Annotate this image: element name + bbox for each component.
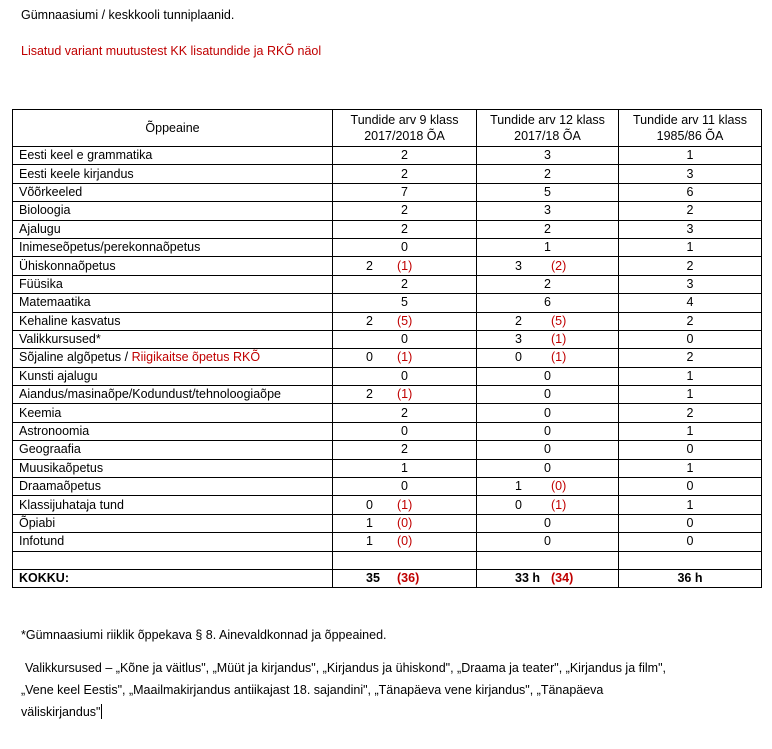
cell-c3: 2 — [619, 257, 762, 275]
table-row — [13, 386, 762, 404]
cell-c1: 0 — [333, 367, 477, 385]
cell-value: 2 — [366, 313, 373, 328]
cell-subject: Infotund — [13, 533, 333, 551]
cell-c1 — [333, 496, 477, 514]
cell-c3: 2 — [619, 312, 762, 330]
cell-c3: 0 — [619, 330, 762, 348]
table-row — [13, 533, 762, 551]
cell-additional-hours: (36) — [397, 571, 420, 586]
cell-c3: 1 — [619, 147, 762, 165]
electives-line-1: Valikkursused – „Kõne ja väitlus", „Müüt ja kirjandus", „Kirjandus ja ühiskond", „Draama ja teater", „Kirjandus ja film", — [25, 661, 666, 675]
cell-c1 — [333, 349, 477, 367]
header-col-11-klass: Tundide arv 11 klass 1985/86 ÕA — [619, 110, 762, 147]
cell-c1: 0 — [333, 478, 477, 496]
cell-subject: Matemaatika — [13, 294, 333, 312]
cell-c3: 2 — [619, 404, 762, 422]
cell-c2: 3 — [477, 202, 619, 220]
electives-line-2: „Vene keel Eestis", „Maailmakirjandus antiikajast 18. sajandini", „Tänapäeva vene kirjandus", „Tänapäeva — [21, 683, 604, 697]
table-row — [13, 496, 762, 514]
cell-subject: Keemia — [13, 404, 333, 422]
cell-c2: 2 — [477, 165, 619, 183]
cell-c3: 1 — [619, 367, 762, 385]
cell-c3: 1 — [619, 422, 762, 440]
cell-c1: 2 — [333, 202, 477, 220]
cell-c2: 2 — [477, 275, 619, 293]
cell-subject: Klassijuhataja tund — [13, 496, 333, 514]
table-row — [13, 165, 762, 183]
cell-subject: Inimeseõpetus/perekonnaõpetus — [13, 238, 333, 256]
cell-c3: 2 — [619, 202, 762, 220]
cell-subject: Ajalugu — [13, 220, 333, 238]
table-row — [13, 514, 762, 532]
cell-c1: 2 — [333, 220, 477, 238]
cell-c1: 2 — [333, 147, 477, 165]
cell-subject: Kehaline kasvatus — [13, 312, 333, 330]
cell-c3: 0 — [619, 478, 762, 496]
cell-c2 — [477, 496, 619, 514]
document-title: Gümnaasiumi / keskkooli tunniplaanid. — [21, 8, 235, 22]
electives-line-3[interactable]: väliskirjandus" — [21, 705, 101, 719]
table-header-row — [13, 110, 762, 147]
cell-c2: 0 — [477, 404, 619, 422]
cell-additional-hours: (2) — [551, 258, 567, 273]
table-row — [13, 459, 762, 477]
cell-c3: 1 — [619, 459, 762, 477]
cell-c3: 4 — [619, 294, 762, 312]
table-row — [13, 183, 762, 201]
cell-additional-hours: (1) — [551, 497, 567, 512]
table-row — [13, 147, 762, 165]
cell-c1 — [333, 533, 477, 551]
cell-additional-hours: (0) — [397, 516, 413, 530]
table-row — [13, 238, 762, 256]
cell-c2 — [477, 257, 619, 275]
table-row — [13, 220, 762, 238]
timetable-table — [12, 109, 762, 588]
cell-c1: 5 — [333, 294, 477, 312]
cell-additional-hours: (5) — [551, 313, 567, 328]
cell-c2 — [477, 349, 619, 367]
cell-c2: 0 — [477, 367, 619, 385]
cell-c1: 1 — [333, 459, 477, 477]
footnote: *Gümnaasiumi riiklik õppekava § 8. Ainevaldkonnad ja õppeained. — [21, 628, 387, 642]
cell-c2: 0 — [477, 459, 619, 477]
text-cursor — [101, 704, 102, 719]
header-subject: Õppeaine — [13, 110, 333, 147]
cell-subject: Füüsika — [13, 275, 333, 293]
cell-c2 — [477, 330, 619, 348]
total-c3: 36 h — [619, 569, 762, 587]
cell-value: 3 — [515, 332, 522, 347]
table-row — [13, 367, 762, 385]
table-total-row — [13, 569, 762, 587]
cell-value: 2 — [366, 258, 373, 273]
cell-additional-hours: (1) — [397, 350, 413, 365]
cell-subject: Ühiskonnaõpetus — [13, 257, 333, 275]
table-row — [13, 312, 762, 330]
empty-cell — [13, 551, 333, 569]
cell-value: 2 — [515, 313, 522, 328]
cell-additional-hours: (1) — [551, 332, 567, 347]
cell-additional-hours: (34) — [551, 571, 574, 586]
subject-red-note: Riigikaitse õpetus RKÕ — [131, 350, 261, 365]
table-row — [13, 422, 762, 440]
cell-value: 1 — [366, 516, 373, 530]
cell-c3: 0 — [619, 533, 762, 551]
cell-c1: 2 — [333, 275, 477, 293]
cell-c3: 6 — [619, 183, 762, 201]
cell-subject: Võõrkeeled — [13, 183, 333, 201]
empty-cell — [477, 551, 619, 569]
cell-value: 1 — [366, 534, 373, 549]
cell-value: 3 — [515, 258, 522, 273]
cell-subject: Aiandus/masinaõpe/Kodundust/tehnoloogiaõpe — [13, 386, 333, 404]
cell-subject: Bioloogia — [13, 202, 333, 220]
cell-c3: 3 — [619, 165, 762, 183]
cell-c1 — [333, 257, 477, 275]
cell-c2: 3 — [477, 147, 619, 165]
table-row — [13, 478, 762, 496]
cell-c2: 2 — [477, 220, 619, 238]
cell-c1: 2 — [333, 165, 477, 183]
cell-c3: 0 — [619, 514, 762, 532]
cell-c2: 0 — [477, 533, 619, 551]
cell-c3: 3 — [619, 275, 762, 293]
cell-subject: Sõjaline algõpetus / Riigikaitse õpetus RKÕ — [13, 349, 333, 367]
cell-subject: Geograafia — [13, 441, 333, 459]
cell-value: 2 — [366, 387, 373, 402]
cell-c1: 7 — [333, 183, 477, 201]
document-subtitle: Lisatud variant muutustest KK lisatundide ja RKÕ näol — [21, 44, 322, 58]
cell-c1 — [333, 312, 477, 330]
cell-c1: 2 — [333, 404, 477, 422]
total-label: KOKKU: — [13, 569, 333, 587]
cell-c1: 0 — [333, 238, 477, 256]
cell-additional-hours: (1) — [397, 258, 413, 273]
table-row — [13, 349, 762, 367]
cell-c1 — [333, 386, 477, 404]
cell-value: 1 — [515, 479, 522, 494]
cell-c3: 0 — [619, 441, 762, 459]
cell-c2: 0 — [477, 422, 619, 440]
cell-c3: 2 — [619, 349, 762, 367]
cell-subject: Eesti keel e grammatika — [13, 147, 333, 165]
cell-value: 0 — [515, 350, 522, 365]
table-row — [13, 275, 762, 293]
cell-subject: Õpiabi — [13, 514, 333, 532]
header-col-12-klass: Tundide arv 12 klass 2017/18 ÕA — [477, 110, 619, 147]
cell-c1: 2 — [333, 441, 477, 459]
cell-c2: 6 — [477, 294, 619, 312]
total-c1 — [333, 569, 477, 587]
empty-cell — [333, 551, 477, 569]
cell-c3: 1 — [619, 496, 762, 514]
cell-value: 0 — [515, 497, 522, 512]
cell-subject: Draamaõpetus — [13, 478, 333, 496]
cell-c1: 0 — [333, 422, 477, 440]
cell-c2 — [477, 478, 619, 496]
cell-additional-hours: (1) — [551, 350, 567, 365]
cell-value: 33 h — [515, 571, 541, 586]
cell-subject: Eesti keele kirjandus — [13, 165, 333, 183]
table-row-blank — [13, 551, 762, 569]
cell-additional-hours: (1) — [397, 387, 413, 402]
table-row — [13, 404, 762, 422]
table-row — [13, 441, 762, 459]
table-row — [13, 257, 762, 275]
cell-c3: 1 — [619, 386, 762, 404]
cell-c3: 3 — [619, 220, 762, 238]
cell-subject: Astronoomia — [13, 422, 333, 440]
cell-subject: Muusikaõpetus — [13, 459, 333, 477]
cell-c2 — [477, 312, 619, 330]
cell-c1: 0 — [333, 330, 477, 348]
table-row — [13, 202, 762, 220]
table-row — [13, 330, 762, 348]
cell-additional-hours: (1) — [397, 497, 413, 512]
empty-cell — [619, 551, 762, 569]
table-row — [13, 294, 762, 312]
cell-c2: 0 — [477, 441, 619, 459]
cell-c3: 1 — [619, 238, 762, 256]
cell-additional-hours: (5) — [397, 313, 413, 328]
cell-subject: Kunsti ajalugu — [13, 367, 333, 385]
cell-additional-hours: (0) — [551, 479, 567, 494]
cell-c1 — [333, 514, 477, 532]
cell-subject: Valikkursused* — [13, 330, 333, 348]
cell-c2: 0 — [477, 514, 619, 532]
cell-c2: 1 — [477, 238, 619, 256]
cell-additional-hours: (0) — [397, 534, 413, 549]
cell-c2: 5 — [477, 183, 619, 201]
total-c2 — [477, 569, 619, 587]
cell-c2: 0 — [477, 386, 619, 404]
header-col-9-klass: Tundide arv 9 klass 2017/2018 ÕA — [333, 110, 477, 147]
cell-value: 0 — [366, 497, 373, 512]
cell-value: 35 — [366, 571, 380, 586]
cell-value: 0 — [366, 350, 373, 365]
